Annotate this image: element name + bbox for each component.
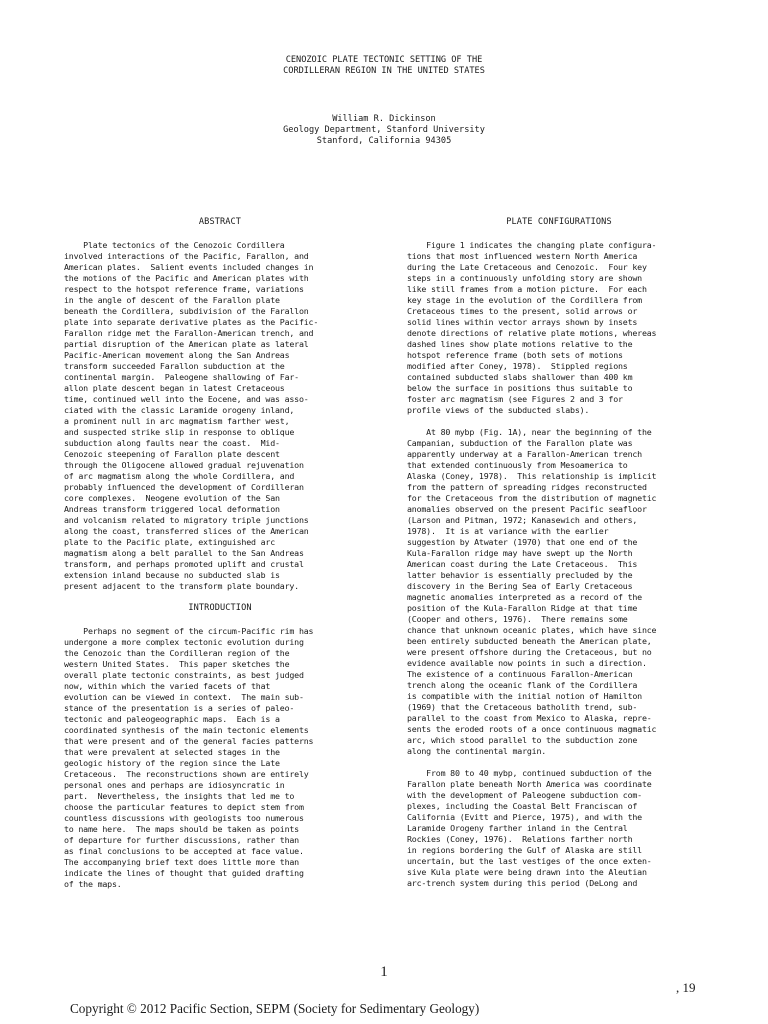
text-line: Kula-Farallon ridge may have swept up the North bbox=[407, 548, 633, 558]
text-line: is compatible with the initial notion of Hamilton bbox=[407, 691, 642, 701]
text-line: a prominent null in arc magmatism farther west, bbox=[64, 416, 290, 426]
text-line: the motions of the Pacific and American plates with bbox=[64, 273, 309, 283]
author-name: William R. Dickinson bbox=[332, 114, 436, 124]
text-line: Cretaceous times to the present, solid arrows or bbox=[407, 306, 638, 316]
text-line: involved interactions of the Pacific, Farallon, and bbox=[64, 251, 309, 261]
text-line: Andreas transform triggered local deformation bbox=[64, 504, 280, 514]
text-line: parallel to the coast from Mexico to Alaska, repre- bbox=[407, 713, 652, 723]
text-line: transform, and perhaps promoted uplift and crustal bbox=[64, 559, 304, 569]
text-line: in regions bordering the Gulf of Alaska are still bbox=[407, 845, 642, 855]
text-line: American plates. Salient events included changes in bbox=[64, 262, 314, 272]
author-address: Stanford, California 94305 bbox=[316, 136, 452, 146]
text-line: overall plate tectonic constraints, as best judged bbox=[64, 670, 304, 680]
copyright-notice: Copyright © 2012 Pacific Section, SEPM (Society for Sedimentary Geology) bbox=[70, 1001, 480, 1016]
text-line: California (Evitt and Pierce, 1975), and with the bbox=[407, 812, 642, 822]
text-line: for the Cretaceous from the distribution of magnetic bbox=[407, 493, 657, 503]
text-line: Plate tectonics of the Cenozoic Cordillera bbox=[64, 240, 285, 250]
text-line: contained subducted slabs shallower than 400 km bbox=[407, 372, 633, 382]
plate-configurations-body bbox=[407, 240, 711, 889]
text-line: continental margin. Paleogene shallowing of Far- bbox=[64, 372, 299, 382]
text-line: undergone a more complex tectonic evolution during bbox=[64, 637, 304, 647]
text-line: been entirely subducted beneath the American plate, bbox=[407, 636, 652, 646]
text-line: plate to the Pacific plate, extinguished arc bbox=[64, 537, 275, 547]
text-line: anomalies observed on the present Pacific seafloor bbox=[407, 504, 647, 514]
text-line: ciated with the classic Laramide orogeny inland, bbox=[64, 405, 295, 415]
text-line: present adjacent to the transform plate boundary. bbox=[64, 581, 299, 591]
text-line: key stage in the evolution of the Cordillera from bbox=[407, 295, 642, 305]
text-line: modified after Coney, 1978). Stippled regions bbox=[407, 361, 628, 371]
text-line: to name here. The maps should be taken as points bbox=[64, 824, 299, 834]
text-line: respect to the hotspot reference frame, variations bbox=[64, 284, 304, 294]
abstract-heading: ABSTRACT bbox=[198, 217, 242, 227]
text-line: now, within which the varied facets of that bbox=[64, 681, 271, 691]
text-line: The accompanying brief text does little more than bbox=[64, 857, 299, 867]
text-line: Cenozoic steepening of Farallon plate descent bbox=[64, 449, 280, 459]
title-block bbox=[0, 55, 768, 77]
text-line: tectonic and paleogeographic maps. Each is a bbox=[64, 714, 280, 724]
text-line: were present offshore during the Cretaceous, but no bbox=[407, 647, 652, 657]
text-line: coordinated synthesis of the main tectonic elements bbox=[64, 725, 309, 735]
text-line: transform succeeded Farallon subduction at the bbox=[64, 361, 285, 371]
text-line: in the angle of descent of the Farallon plate bbox=[64, 295, 280, 305]
text-line: time, continued well into the Eocene, and was asso- bbox=[64, 394, 309, 404]
text-line: Perhaps no segment of the circum-Pacific rim has bbox=[64, 626, 314, 636]
corner-page-number: , 19 bbox=[676, 980, 696, 995]
text-line: Rockies (Coney, 1976). Relations farther north bbox=[407, 834, 633, 844]
text-line: (1969) that the Cretaceous batholith trend, sub- bbox=[407, 702, 638, 712]
text-line: evidence available now points in such a direction. bbox=[407, 658, 647, 668]
text-line: indicate the lines of thought that guided drafting bbox=[64, 868, 304, 878]
text-line: denote directions of relative plate motions, whereas bbox=[407, 328, 657, 338]
text-line: tions that most influenced western North America bbox=[407, 251, 638, 261]
title-line: CENOZOIC PLATE TECTONIC SETTING OF THE bbox=[285, 55, 483, 65]
text-line: Alaska (Coney, 1978). This relationship is implicit bbox=[407, 471, 657, 481]
text-line: as final conclusions to be accepted at face value. bbox=[64, 846, 304, 856]
text-line: probably influenced the development of Cordilleran bbox=[64, 482, 304, 492]
text-line: that were prevalent at selected stages in the bbox=[64, 747, 280, 757]
text-line: At 80 mybp (Fig. 1A), near the beginning of the bbox=[407, 427, 652, 437]
text-line: personal ones and perhaps are idiosyncratic in bbox=[64, 780, 285, 790]
text-line: From 80 to 40 mybp, continued subduction of the bbox=[407, 768, 652, 778]
text-line: stance of the presentation is a series of paleo- bbox=[64, 703, 295, 713]
introduction-heading: INTRODUCTION bbox=[188, 603, 252, 613]
text-line: partial disruption of the American plate as lateral bbox=[64, 339, 309, 349]
text-line: that extended continuously from Mesoamerica to bbox=[407, 460, 628, 470]
text-line: of arc magmatism along the whole Cordillera, and bbox=[64, 471, 295, 481]
text-line: and volcanism related to migratory triple junctions bbox=[64, 515, 309, 525]
introduction-body bbox=[64, 626, 376, 890]
text-line: the Cenozoic than the Cordilleran region of the bbox=[64, 648, 290, 658]
text-line: during the Late Cretaceous and Cenozoic. Four key bbox=[407, 262, 647, 272]
text-line: (Cooper and others, 1976). There remains some bbox=[407, 614, 628, 624]
text-line: with the development of Paleogene subduction com- bbox=[407, 790, 642, 800]
text-line: discovery in the Bering Sea of Early Cretaceous bbox=[407, 581, 633, 591]
text-line: solid lines within vector arrays shown by insets bbox=[407, 317, 638, 327]
text-line: magnetic anomalies interpreted as a record of the bbox=[407, 592, 642, 602]
text-line: arc, which stood parallel to the subduction zone bbox=[407, 735, 638, 745]
right-column bbox=[407, 217, 711, 889]
text-line: Cretaceous. The reconstructions shown are entirely bbox=[64, 769, 309, 779]
text-line: position of the Kula-Farallon Ridge at that time bbox=[407, 603, 638, 613]
text-line: Farallon ridge met the Farallon-American trench, and bbox=[64, 328, 314, 338]
text-line: foster arc magmatism (see Figures 2 and 3 for bbox=[407, 394, 623, 404]
text-line: geologic history of the region since the Late bbox=[64, 758, 280, 768]
text-line: evolution can be viewed in context. The main sub- bbox=[64, 692, 304, 702]
text-line: American coast during the Late Cretaceous. This bbox=[407, 559, 638, 569]
text-line: suggestion by Atwater (1970) that one end of the bbox=[407, 537, 638, 547]
text-line: latter behavior is essentially precluded by the bbox=[407, 570, 633, 580]
text-line: and suspected strike slip in response to oblique bbox=[64, 427, 295, 437]
text-line: uncertain, but the last vestiges of the once exten- bbox=[407, 856, 652, 866]
page-number: 1 bbox=[380, 964, 388, 980]
left-column bbox=[64, 217, 376, 890]
text-line: core complexes. Neogene evolution of the San bbox=[64, 493, 280, 503]
text-line: steps in a continuously unfolding story are shown bbox=[407, 273, 642, 283]
paragraph bbox=[407, 427, 711, 757]
text-line: arc-trench system during this period (DeLong and bbox=[407, 878, 638, 888]
text-line: (Larson and Pitman, 1972; Kanasewich and others, bbox=[407, 515, 638, 525]
text-line: beneath the Cordillera, subdivision of the Farallon bbox=[64, 306, 309, 316]
text-line: sive Kula plate were being drawn into the Aleutian bbox=[407, 867, 647, 877]
text-line: The existence of a continuous Farallon-American bbox=[407, 669, 633, 679]
text-line: Farallon plate beneath North America was coordinate bbox=[407, 779, 652, 789]
text-line: apparently underway at a Farallon-American trench bbox=[407, 449, 642, 459]
text-line: profile views of the subducted slabs). bbox=[407, 405, 590, 415]
text-line: Figure 1 indicates the changing plate configura- bbox=[407, 240, 657, 250]
author-affiliation: Geology Department, Stanford University bbox=[283, 125, 485, 135]
text-line: magmatism along a belt parallel to the San Andreas bbox=[64, 548, 304, 558]
text-line: allon plate descent began in latest Cretaceous bbox=[64, 383, 285, 393]
text-line: plexes, including the Coastal Belt Franciscan of bbox=[407, 801, 638, 811]
text-line: of departure for further discussions, rather than bbox=[64, 835, 299, 845]
text-line: that were present and of the general facies patterns bbox=[64, 736, 314, 746]
text-line: part. Nevertheless, the insights that led me to bbox=[64, 791, 295, 801]
text-line: hotspot reference frame (both sets of motions bbox=[407, 350, 623, 360]
paragraph bbox=[407, 240, 711, 416]
text-line: Laramide Orogeny farther inland in the Central bbox=[407, 823, 628, 833]
text-line: sents the eroded roots of a once continuous magmatic bbox=[407, 724, 657, 734]
text-line: chance that unknown oceanic plates, which have since bbox=[407, 625, 657, 635]
text-line: Pacific-American movement along the San Andreas bbox=[64, 350, 290, 360]
text-line: along the coast, transferred slices of the American bbox=[64, 526, 309, 536]
text-line: of the maps. bbox=[64, 879, 122, 889]
title-line: CORDILLERAN REGION IN THE UNITED STATES bbox=[283, 66, 485, 76]
text-line: western United States. This paper sketches the bbox=[64, 659, 290, 669]
paragraph bbox=[407, 768, 711, 889]
text-line: plate into separate derivative plates as the Pacific- bbox=[64, 317, 319, 327]
author-block bbox=[0, 114, 768, 147]
text-line: trench along the oceanic flank of the Cordillera bbox=[407, 680, 638, 690]
text-line: choose the particular features to depict stem from bbox=[64, 802, 304, 812]
text-line: below the surface in positions thus suitable to bbox=[407, 383, 633, 393]
text-line: like still frames from a motion picture. For each bbox=[407, 284, 647, 294]
text-line: Campanian, subduction of the Farallon plate was bbox=[407, 438, 633, 448]
text-line: dashed lines show plate motions relative to the bbox=[407, 339, 633, 349]
text-line: countless discussions with geologists too numerous bbox=[64, 813, 304, 823]
text-line: subduction along faults near the coast. Mid- bbox=[64, 438, 280, 448]
text-line: along the continental margin. bbox=[407, 746, 547, 756]
plate-configurations-heading: PLATE CONFIGURATIONS bbox=[506, 217, 612, 227]
text-line: 1978). It is at variance with the earlier bbox=[407, 526, 609, 536]
text-line: through the Oligocene allowed gradual rejuvenation bbox=[64, 460, 304, 470]
abstract-body bbox=[64, 240, 376, 592]
text-line: extension inland because no subducted slab is bbox=[64, 570, 280, 580]
text-line: from the pattern of spreading ridges reconstructed bbox=[407, 482, 647, 492]
